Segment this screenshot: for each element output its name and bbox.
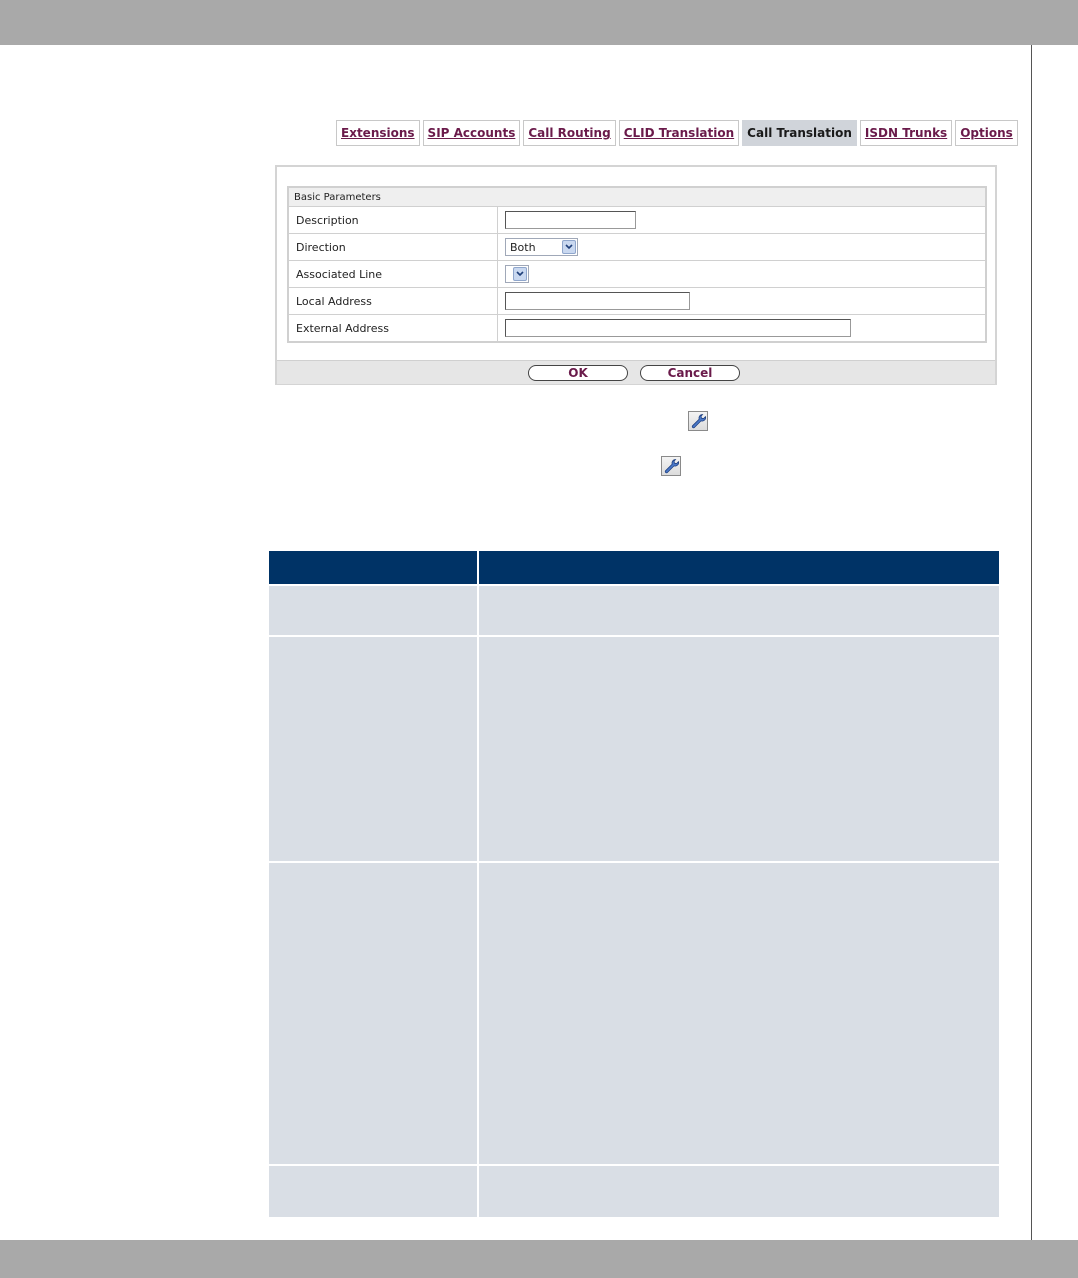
local-address-label: Local Address xyxy=(288,288,498,315)
description-label: Description xyxy=(288,207,498,234)
table-row xyxy=(269,585,999,636)
tab-call-translation[interactable]: Call Translation xyxy=(742,120,857,146)
tab-extensions[interactable]: Extensions xyxy=(336,120,420,146)
table-header-field xyxy=(269,551,478,585)
associated-line-label: Associated Line xyxy=(288,261,498,288)
field-description-table xyxy=(269,551,999,1217)
page-footer-bar xyxy=(0,1240,1078,1278)
table-cell xyxy=(478,636,999,862)
table-cell xyxy=(478,862,999,1165)
table-cell xyxy=(269,585,478,636)
tab-clid-translation[interactable]: CLID Translation xyxy=(619,120,739,146)
basic-parameters-table xyxy=(287,186,987,343)
tab-isdn-trunks[interactable]: ISDN Trunks xyxy=(860,120,952,146)
call-translation-form-panel xyxy=(275,165,997,385)
chevron-down-icon xyxy=(562,240,576,254)
tab-bar xyxy=(336,120,1018,146)
ok-button[interactable]: OK xyxy=(528,365,628,381)
page-margin-line xyxy=(1031,45,1032,1240)
table-row xyxy=(269,1165,999,1217)
cancel-button[interactable]: Cancel xyxy=(640,365,740,381)
external-address-label: External Address xyxy=(288,315,498,343)
table-cell xyxy=(478,585,999,636)
tab-sip-accounts[interactable]: SIP Accounts xyxy=(423,120,521,146)
wrench-icon xyxy=(661,456,681,476)
direction-label: Direction xyxy=(288,234,498,261)
page-header-bar xyxy=(0,0,1078,45)
table-cell xyxy=(269,1165,478,1217)
direction-select[interactable] xyxy=(505,238,578,256)
table-cell xyxy=(269,636,478,862)
external-address-input[interactable] xyxy=(505,319,851,337)
tab-call-routing[interactable]: Call Routing xyxy=(523,120,615,146)
table-header-description xyxy=(478,551,999,585)
wrench-icon xyxy=(688,411,708,431)
table-row xyxy=(269,636,999,862)
form-button-bar xyxy=(277,360,995,384)
table-cell xyxy=(478,1165,999,1217)
tab-options[interactable]: Options xyxy=(955,120,1018,146)
direction-select-value: Both xyxy=(510,240,536,254)
description-input[interactable] xyxy=(505,211,636,229)
table-row xyxy=(269,862,999,1165)
associated-line-select[interactable] xyxy=(505,265,529,283)
chevron-down-icon xyxy=(513,267,527,281)
section-title: Basic Parameters xyxy=(288,187,986,207)
local-address-input[interactable] xyxy=(505,292,690,310)
table-cell xyxy=(269,862,478,1165)
